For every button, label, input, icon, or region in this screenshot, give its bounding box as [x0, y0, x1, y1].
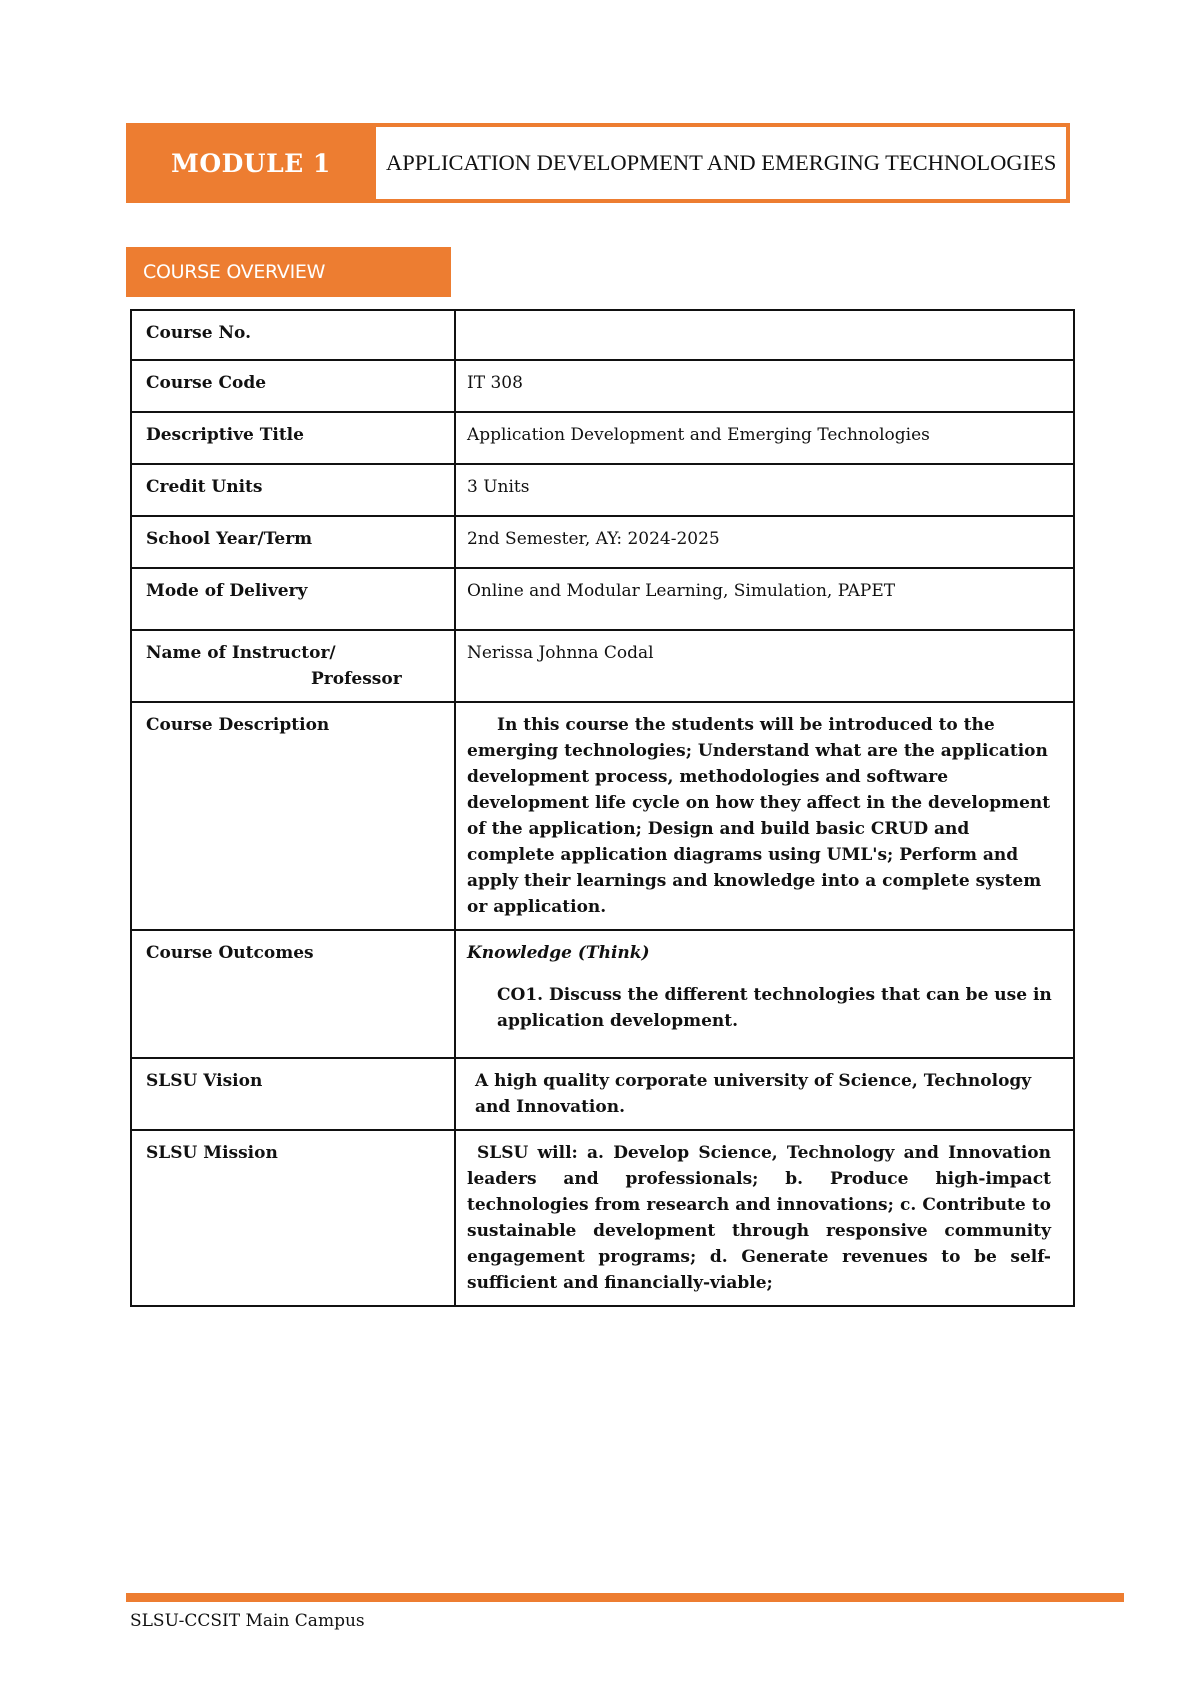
instructor-label-line1: Name of Instructor/: [146, 643, 336, 663]
table-row: [131, 630, 1074, 702]
footer-divider: [126, 1593, 1124, 1602]
credit-units-value: 3 Units: [455, 464, 1074, 516]
vision-label: SLSU Vision: [131, 1058, 455, 1130]
course-description-label: Course Description: [131, 702, 455, 930]
knowledge-heading: Knowledge (Think): [467, 943, 650, 963]
descriptive-title-label: Descriptive Title: [131, 412, 455, 464]
table-row: [131, 702, 1074, 930]
table-row: [131, 516, 1074, 568]
course-outcomes-label: Course Outcomes: [131, 930, 455, 1058]
credit-units-label: Credit Units: [131, 464, 455, 516]
course-outcome-co1: CO1. Discuss the different technologies that can be use in application development.: [497, 985, 1052, 1031]
instructor-label: [131, 630, 455, 702]
module-label: MODULE 1: [171, 148, 331, 178]
module-header: [126, 123, 1070, 203]
course-code-label: Course Code: [131, 360, 455, 412]
course-code-value: IT 308: [455, 360, 1074, 412]
course-no-label: Course No.: [131, 310, 455, 360]
mission-label: SLSU Mission: [131, 1130, 455, 1306]
mode-of-delivery-label: Mode of Delivery: [131, 568, 455, 630]
table-row: [131, 1130, 1074, 1306]
table-row: [131, 412, 1074, 464]
instructor-label-line2: Professor: [311, 669, 402, 689]
course-overview-table: [130, 309, 1075, 1307]
course-description-value: In this course the students will be introduced to the emerging technologies; Understand what are the application development process, methodologies and software development life cycle on how they affect in the development of the application; Design and build basic CRUD and complete application diagrams using UML's; Perform and apply their learnings and knowledge into a complete system or application.: [467, 715, 1051, 917]
course-outcomes-cell: [455, 930, 1074, 1058]
course-no-value: [455, 310, 1074, 360]
school-year-value: 2nd Semester, AY: 2024-2025: [455, 516, 1074, 568]
footer-campus: SLSU-CCSIT Main Campus: [130, 1611, 365, 1631]
course-description-cell: [455, 702, 1074, 930]
vision-value: A high quality corporate university of Science, Technology and Innovation.: [475, 1071, 1032, 1117]
module-title: APPLICATION DEVELOPMENT AND EMERGING TECHNOLOGIES: [376, 127, 1066, 199]
table-row: [131, 360, 1074, 412]
mode-of-delivery-value: Online and Modular Learning, Simulation, PAPET: [455, 568, 1074, 630]
mission-value: SLSU will: a. Develop Science, Technology and Innovation leaders and professionals; b. Produce high-impact technologies from research and innovations; c. Contribute to sustainable development through responsive community engagement programs; d. Generate revenues to be self-sufficient and financially-viable;: [467, 1143, 1051, 1293]
vision-cell: [455, 1058, 1074, 1130]
table-row: [131, 1058, 1074, 1130]
course-overview-banner: COURSE OVERVIEW: [126, 247, 451, 297]
table-row: [131, 568, 1074, 630]
table-row: [131, 310, 1074, 360]
instructor-value: Nerissa Johnna Codal: [455, 630, 1074, 702]
table-row: [131, 930, 1074, 1058]
table-row: [131, 464, 1074, 516]
school-year-label: School Year/Term: [131, 516, 455, 568]
descriptive-title-value: Application Development and Emerging Technologies: [455, 412, 1074, 464]
mission-cell: [455, 1130, 1074, 1306]
